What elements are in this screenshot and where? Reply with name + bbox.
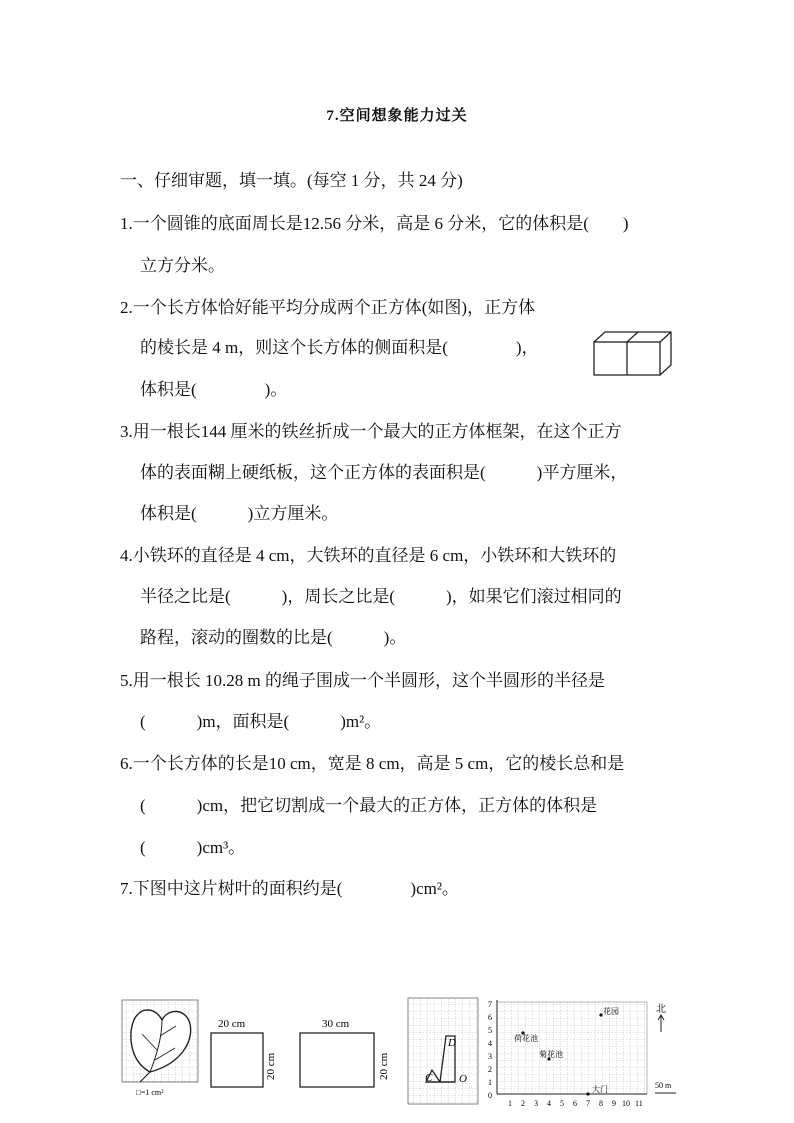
q7-line1: 7.下图中这片树叶的面积约是( )cm²。 <box>120 879 459 898</box>
label-c: C <box>425 1072 433 1084</box>
y-tick: 5 <box>488 1026 492 1035</box>
y-tick: 4 <box>488 1039 492 1048</box>
q3-line2: 体的表面糊上硬纸板，这个正方体的表面积是( )平方厘米， <box>140 463 628 482</box>
x-tick: 2 <box>521 1099 525 1108</box>
page-title: 7.空间想象能力过关 <box>326 108 468 124</box>
q2-line1: 2.一个长方体恰好能平均分成两个正方体(如图)，正方体 <box>120 298 536 317</box>
q3-line1: 3.用一根长144 厘米的铁丝折成一个最大的正方体框架，在这个正方 <box>120 422 622 441</box>
map-label-lotus: 荷花池 <box>514 1034 538 1043</box>
y-tick: 2 <box>488 1065 492 1074</box>
label-o: O <box>459 1073 467 1085</box>
q2-line2: 的棱长是 4 m，则这个长方体的侧面积是( )， <box>140 338 539 357</box>
rect1-top-label: 20 cm <box>218 1018 246 1030</box>
map-y-ticks <box>488 1000 492 1100</box>
y-tick: 3 <box>488 1052 492 1061</box>
rect1-figure <box>211 1018 277 1087</box>
y-tick: 6 <box>488 1013 492 1022</box>
x-tick: 9 <box>612 1099 616 1108</box>
x-tick: 10 <box>622 1099 630 1108</box>
y-tick: 0 <box>488 1091 492 1100</box>
q3-line3: 体积是( )立方厘米。 <box>140 504 339 523</box>
q6-line3: ( )cm³。 <box>140 838 246 857</box>
q6-line2: ( )cm，把它切割成一个最大的正方体，正方体的体积是 <box>140 796 598 815</box>
rotation-figure <box>408 998 478 1104</box>
q4-line2: 半径之比是( )，周长之比是( )，如果它们滚过相同的 <box>140 587 622 606</box>
map-x-ticks <box>508 1099 643 1108</box>
q4-line3: 路程，滚动的圈数的比是( )。 <box>140 628 407 647</box>
x-tick: 5 <box>560 1099 564 1108</box>
q4-line1: 4.小铁环的直径是 4 cm，大铁环的直径是 6 cm，小铁环和大铁环的 <box>120 546 617 565</box>
x-tick: 6 <box>573 1099 577 1108</box>
map-label-chrysanthemum: 菊花池 <box>539 1050 563 1059</box>
section-heading: 一、仔细审题，填一填。(每空 1 分，共 24 分) <box>120 171 463 190</box>
x-tick: 1 <box>508 1099 512 1108</box>
q1-line1: 1.一个圆锥的底面周长是12.56 分米，高是 6 分米，它的体积是( ) <box>120 214 629 233</box>
label-d: D <box>448 1037 456 1049</box>
q1-line2: 立方分米。 <box>140 256 225 275</box>
map-label-gate: 大门 <box>592 1085 608 1094</box>
leaf-unit-label: □=1 cm² <box>136 1088 164 1097</box>
scale-label: 50 m <box>655 1081 672 1090</box>
north-label: 北 <box>656 1004 666 1015</box>
rect2-side-label: 20 cm <box>378 1052 390 1080</box>
y-tick: 1 <box>488 1078 492 1087</box>
bottom-figures <box>0 990 794 1110</box>
q6-line1: 6.一个长方体的长是10 cm，宽是 8 cm，高是 5 cm，它的棱长总和是 <box>120 754 625 773</box>
q5-line1: 5.用一根长 10.28 m 的绳子围成一个半圆形，这个半圆形的半径是 <box>120 671 605 690</box>
cuboid-figure <box>592 330 674 378</box>
y-tick: 7 <box>488 1000 492 1009</box>
q5-line2: ( )m，面积是( )m²。 <box>140 712 382 731</box>
x-tick: 11 <box>635 1099 643 1108</box>
map-figure <box>488 1000 676 1108</box>
x-tick: 7 <box>586 1099 590 1108</box>
x-tick: 3 <box>534 1099 538 1108</box>
map-label-garden: 花园 <box>603 1007 619 1016</box>
x-tick: 8 <box>599 1099 603 1108</box>
rect2-figure <box>300 1018 390 1087</box>
rect2-top-label: 30 cm <box>322 1018 350 1030</box>
x-tick: 4 <box>547 1099 551 1108</box>
leaf-figure <box>122 1000 198 1097</box>
q2-line3: 体积是( )。 <box>140 380 288 399</box>
rect1-side-label: 20 cm <box>265 1052 277 1080</box>
